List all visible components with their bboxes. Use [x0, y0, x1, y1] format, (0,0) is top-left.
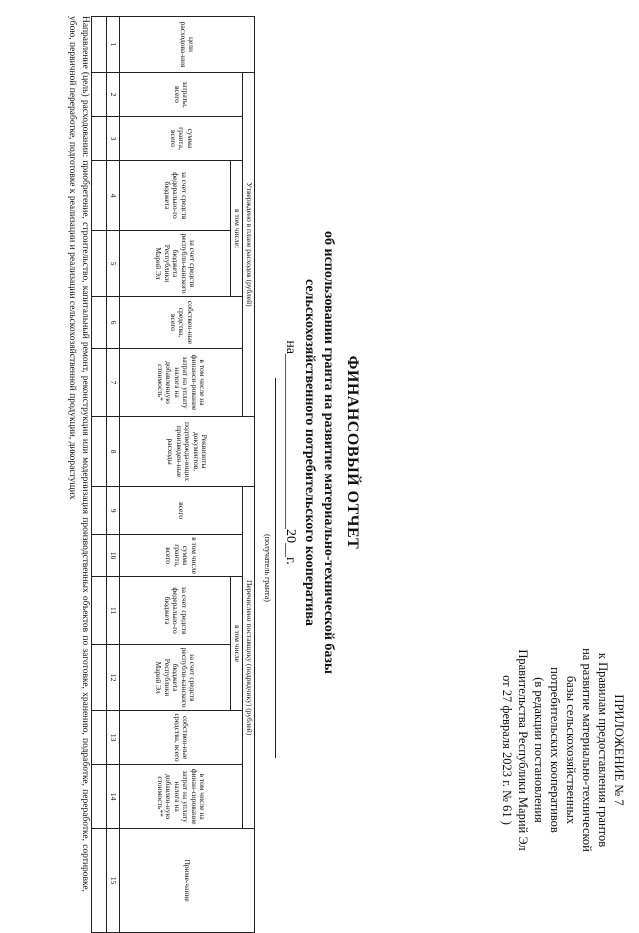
appendix-line: от 27 февраля 2023 г. № 61 )	[500, 675, 514, 825]
header-cell: затраты, всего	[120, 73, 243, 117]
header-cell: в том числе на финан-сирование затрат на уплату налога на добавлен-ную стоимость**	[120, 765, 243, 829]
empty-cell	[92, 161, 107, 231]
recipient-caption: (получатель гранта)	[263, 534, 272, 602]
header-cell: всего	[120, 487, 243, 535]
header-cell: за счет средств федерально-го бюджета	[120, 161, 231, 231]
empty-cell	[92, 349, 107, 417]
column-number: 5	[107, 231, 120, 297]
column-number: 10	[107, 535, 120, 577]
header-group-approved: Утверждено в плане расходов (рублей)	[243, 73, 255, 417]
column-number: 15	[107, 829, 120, 933]
report-period-line: на_________________________20__г.	[283, 340, 298, 565]
empty-cell	[92, 73, 107, 117]
report-subtitle-2: сельскохозяйственного потребительского кооператива	[302, 279, 317, 626]
report-title: ФИНАНСОВЫЙ ОТЧЕТ	[344, 355, 361, 550]
appendix-header	[499, 620, 627, 880]
header-cell: в том числе сумма гранта, всего	[120, 535, 243, 577]
empty-cell	[92, 765, 107, 829]
table-header-row	[243, 17, 255, 933]
column-number: 12	[107, 645, 120, 711]
table-row	[92, 17, 107, 933]
appendix-line: потребительских кооперативов	[548, 667, 562, 833]
column-number: 1	[107, 17, 120, 73]
empty-cell	[92, 17, 107, 73]
header-cell: собствен-ные средства, всего	[120, 297, 243, 349]
column-number: 4	[107, 161, 120, 231]
empty-cell	[92, 535, 107, 577]
header-subgroup: в том числе:	[231, 161, 243, 297]
column-number: 3	[107, 117, 120, 161]
column-number: 2	[107, 73, 120, 117]
report-subtitle: об использовании гранта на развитие материально-технической базы	[321, 231, 336, 674]
empty-cell	[92, 417, 107, 487]
header-cell: собствен-ные средства, всего	[120, 711, 243, 765]
header-group-transferred: Перечислено поставщику (подрядчику) (рублей)	[243, 487, 255, 829]
column-number: 13	[107, 711, 120, 765]
column-number: 9	[107, 487, 120, 535]
expenditure-direction-note: Направление (цель) расходования: приобретение, строительство, капитальный ремонт, реконструкция или модернизация производственных объектов по заготовке, хранению, подработке, переработке, сортировке, убою, первичной переработке, подготовке к реализации и реализации сельскохозяйственной продукции, дикорастущих	[67, 16, 90, 892]
column-number: 11	[107, 577, 120, 645]
appendix-line: на развитие материально-технической	[580, 648, 594, 852]
empty-cell	[92, 645, 107, 711]
column-number: 7	[107, 349, 120, 417]
empty-cell	[92, 711, 107, 765]
header-cell: Реквизиты документов, подтвержда-ющих произведен-ные расходы	[120, 417, 255, 487]
appendix-line: (в редакции постановления	[532, 677, 546, 823]
header-cell: сумма гранта, всего	[120, 117, 243, 161]
column-number: 6	[107, 297, 120, 349]
financial-report-table	[91, 16, 255, 933]
header-cell: цели расходова-ния	[120, 17, 255, 73]
column-number-row	[107, 17, 120, 933]
header-subgroup: в том числе	[231, 577, 243, 711]
recipient-underline	[275, 378, 276, 758]
empty-cell	[92, 829, 107, 933]
header-cell: за счет средств республи-канского бюджета Республики Марий Эл	[120, 231, 231, 297]
empty-cell	[92, 117, 107, 161]
appendix-line: ПРИЛОЖЕНИЕ № 7	[612, 694, 626, 806]
empty-cell	[92, 297, 107, 349]
column-number: 14	[107, 765, 120, 829]
appendix-line: Правительства Республики Марий Эл	[516, 649, 530, 851]
header-cell: в том числе на финанси-рование затрат на уплату налога на добавленную стоимость*	[120, 349, 243, 417]
empty-cell	[92, 577, 107, 645]
header-cell: Приме-чание	[120, 829, 255, 933]
header-cell: за счет средств федерально-го бюджета	[120, 577, 231, 645]
header-cell: за счет средств республи-канского бюджета Республики Марий Эл	[120, 645, 231, 711]
appendix-line: к Правилам предоставления грантов	[596, 652, 610, 848]
appendix-line: базы сельскохозяйственных	[564, 675, 578, 825]
column-number: 8	[107, 417, 120, 487]
empty-cell	[92, 231, 107, 297]
empty-cell	[92, 487, 107, 535]
